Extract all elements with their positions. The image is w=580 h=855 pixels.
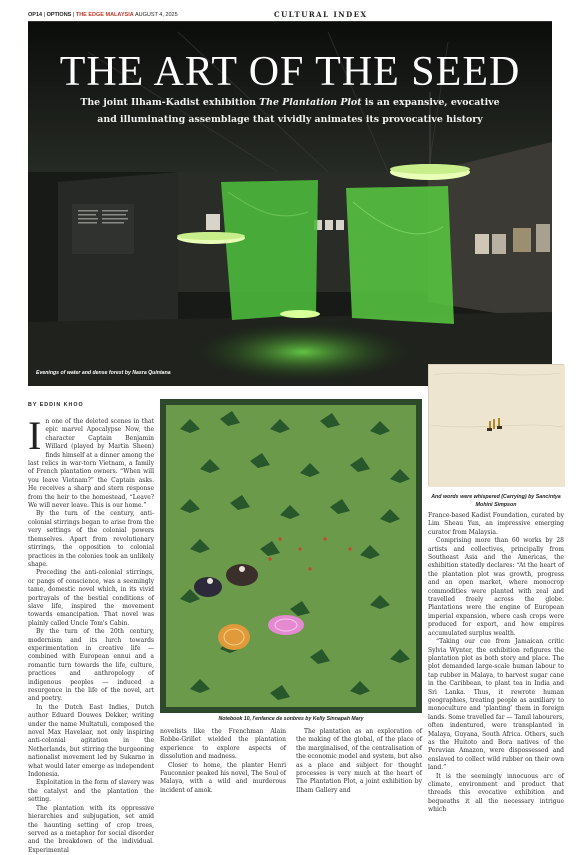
painting-caption: Notebook 10, l'enfance de sonbres by Kelly Sinnapah Mary	[218, 716, 364, 722]
hero-caption: Evenings of water and dense forest by Nasra Quintana	[36, 370, 171, 376]
article-paragraph: In the Dutch East Indies, Dutch author Eduard Douwes Dekker, writing under the name Multatuli, composed the novel Max Havelaar, not only inspiring anti-colonial agitation in the Netherlands, but stirring the burgeoning nationalist movement led by Sukarno in what would later emerge as independent Indonesia.	[28, 703, 154, 779]
painting-illustration	[160, 399, 422, 713]
article-paragraph: Closer to home, the planter Henri Fauconnier peaked his novel, The Soul of Malaya, with a wild and murderous incident of amok.	[160, 761, 286, 794]
article-paragraph: Preceding the anti-colonial stirrings, or pangs of conscience, was a seemingly tame, domestic novel which, in its vivid portrayals of the bestial conditions of slave life, inspired the movement towards emancipation. That novel was plainly called Uncle Tom's Cabin.	[28, 569, 154, 627]
deck-text-end: is an expansive, evocative and illuminating assemblage that vividly animates its provocative history	[97, 97, 500, 125]
article-column-2	[160, 728, 286, 800]
article-paragraph: It is the seemingly innocuous arc of climate, environment and product that threads this evocative exhibition and bequeaths it all the necessary intrigue which	[428, 772, 564, 814]
article-paragraph: The plantation with its oppressive hierarchies and subjugation, set amid the haunting setting of crop trees, served as a metaphor for social disorder and the breakdown of the individual. Experimental	[28, 804, 154, 854]
painting-photo	[160, 399, 422, 713]
article-paragraph: Exploitation in the form of slavery was the catalyst and the plantation the setting.	[28, 779, 154, 804]
drop-cap: I	[28, 413, 42, 458]
article-paragraph	[28, 413, 154, 510]
article-paragraph: By the turn of the 20th century, modernism and its lurch towards experimentation in creative life — combined with European ennui and a romantic turn towards the life, culture, practices and anthropology of indigenous peoples — induced a resurgence in the life of the novel, art and poetry.	[28, 628, 154, 703]
article-paragraph: By the turn of the century, anti-colonial stirrings began to arise from the very settings of the colonial powers themselves. Apart from revolutionary stirrings, the opposition to colonial practices in the colonies took an unlikely shape.	[28, 510, 154, 568]
hero-photo	[28, 22, 552, 386]
article-column-1	[28, 413, 154, 854]
paragraph-text: n one of the deleted scenes in that epic marvel Apocalypse Now, the character Captain Benjamin Willard (played by Martin Sheen) finds himself at a dinner among the last relics in war-torn Vietnam, a family of French plantation owners. “When will you leave Vietnam?” the Captain asks. He receives a sharp and stern response from the heir to the homestead, “Leave? We will never leave. This is our home.”	[28, 418, 154, 510]
paper-artwork-caption: And words were whispered (Carrying) by Sancintya Mohini Simpson	[431, 494, 561, 508]
folio	[28, 12, 178, 18]
paper-artwork-photo	[428, 364, 564, 486]
page-number: OP14	[28, 12, 43, 18]
article-column-4	[428, 512, 565, 814]
byline: BY EDDIN KHOO	[28, 402, 84, 408]
article-column-3	[296, 728, 422, 800]
issue-date: AUGUST 4, 2025	[134, 12, 178, 18]
article-paragraph: Comprising more than 60 works by 28 artists and collectives, principally from Southeast Asia and the Americas, the exhibition statedly declares: “At the heart of the plantation plot was growth, progress and an open market, where monocrop commodities were planted with zeal and travelled freely across the globe. Plantations were the engine of European imperial expansion, where cash crops were produced for export, and how empires accumulated surplus wealth.	[428, 537, 564, 637]
article-paragraph: “Taking our cue from Jamaican critic Sylvia Wynter, the exhibition refigures the plantation plot as both story and place. The plot demanded large-scale human labour to tap rubber in Malaya, to harvest sugar cane in the Caribbean, to plant tea in India and Sri Lanka. Thus, it rewrote human geographies, treating people as auxiliary to monoculture and ‘planting’ them in foreign lands. Some travelled far — Tamil labourers, often indentured, were transplanted in Malaya, Guyana, South Africa. Others, such as the Huitoto and Bora natives of the Peruvian Amazon, were dispossessed and enslaved to collect wild rubber on their own land.”	[428, 638, 565, 772]
article-paragraph: novelists like the Frenchman Alain Robbe-Grillet wielded the plantation experience to explore aspects of dissolution and madness.	[160, 728, 286, 761]
paper-artwork-illustration	[429, 365, 565, 487]
deck-exhibition-title: The Plantation Plot	[259, 97, 362, 108]
deck-text-start: The joint Ilham-Kadist exhibition	[80, 97, 260, 108]
folio-divider-2: |	[72, 12, 75, 18]
publication-name: THE EDGE MALAYSIA	[75, 12, 134, 18]
page-header	[28, 10, 552, 22]
article-paragraph: The plantation as an exploration of the making of the global, of the place of the marginalised, of the centralisation of the economic model and system, but also as a place and subject for thought processes is very much at the heart of The Plantation Plot, a joint exhibition by Ilham Gallery and	[296, 728, 422, 794]
article-paragraph: France-based Kadist Foundation, curated by Lim Sheau Yun, an impressive emerging curator from Malaysia.	[428, 512, 564, 536]
section-left: OPTIONS	[46, 12, 72, 18]
section-title: CULTURAL INDEX	[274, 10, 368, 19]
headline: THE ART OF THE SEED	[59, 49, 521, 95]
deck	[78, 94, 502, 128]
folio-divider: |	[43, 12, 46, 18]
